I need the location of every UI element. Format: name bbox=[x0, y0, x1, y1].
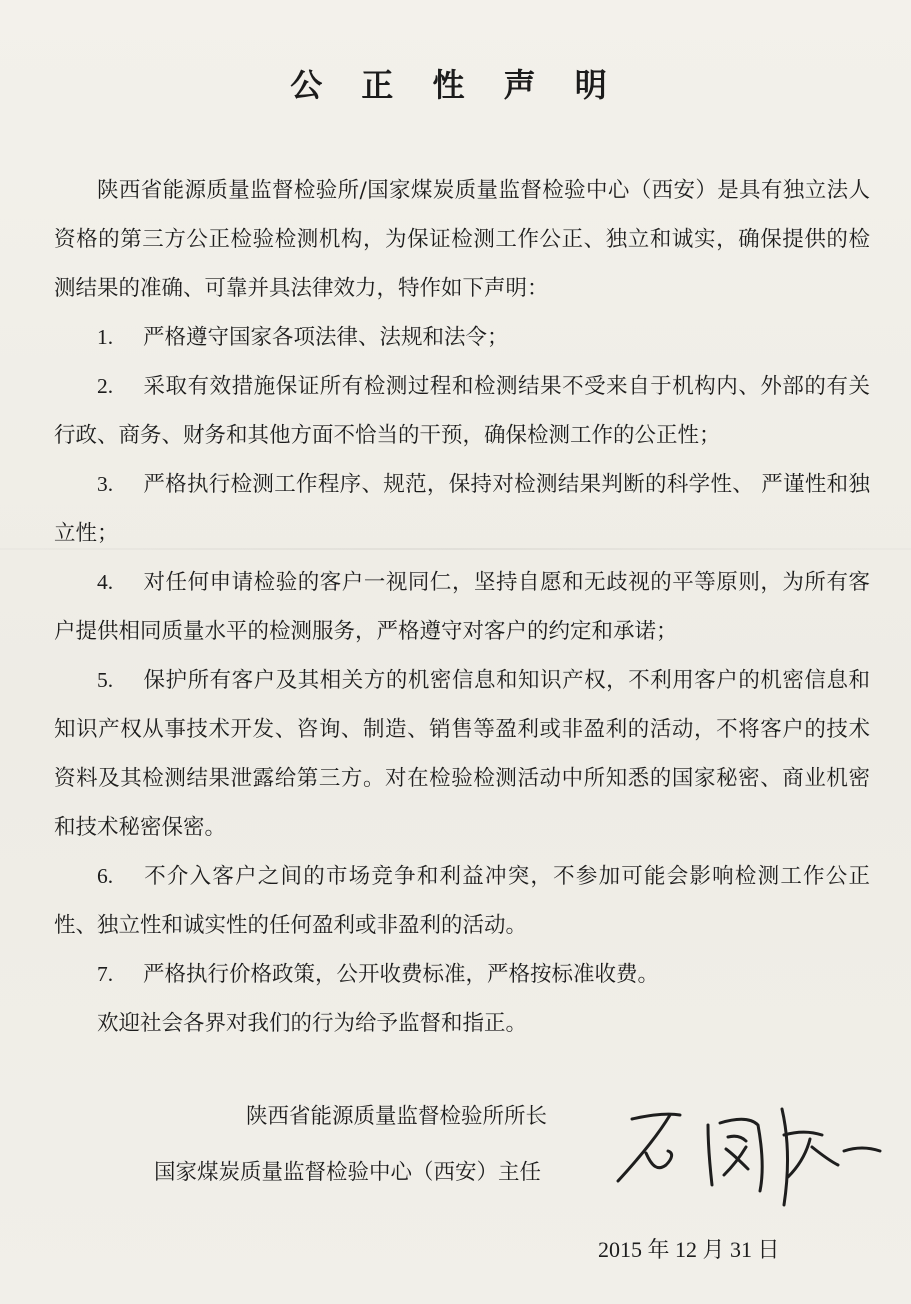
item-text: 保护所有客户及其相关方的机密信息和知识产权，不利用客户的机密信息和知识产权从事技术开发、咨询、制造、销售等盈利或非盈利的活动，不将客户的技术资料及其检测结果泄露给第三方。对在检验检测活动中所知悉的国家秘密、商业机密和技术秘密保密。 bbox=[54, 668, 870, 840]
item-text: 不介入客户之间的市场竞争和利益冲突，不参加可能会影响检测工作公正性、独立性和诚实性的任何盈利或非盈利的活动。 bbox=[54, 864, 870, 938]
item-number: 6. bbox=[97, 864, 114, 888]
list-item bbox=[54, 656, 870, 852]
handwritten-signature-icon bbox=[600, 1095, 890, 1215]
item-text: 对任何申请检验的客户一视同仁，坚持自愿和无歧视的平等原则，为所有客户提供相同质量水平的检测服务，严格遵守对客户的约定和承诺； bbox=[54, 570, 870, 644]
item-number: 2. bbox=[97, 374, 114, 398]
list-item bbox=[54, 852, 870, 950]
item-text: 严格执行检测工作程序、规范，保持对检测结果判断的科学性、 严谨性和独立性； bbox=[54, 472, 870, 546]
signatory-title-1: 陕西省能源质量监督检验所所长 bbox=[246, 1104, 548, 1129]
signatory-title-2: 国家煤炭质量监督检验中心（西安）主任 bbox=[154, 1160, 542, 1185]
page-title: 公 正 性 声 明 bbox=[290, 66, 621, 104]
list-item bbox=[54, 950, 870, 999]
closing-paragraph: 欢迎社会各界对我们的行为给予监督和指正。 bbox=[97, 1011, 528, 1036]
item-text: 采取有效措施保证所有检测过程和检测结果不受来自于机构内、外部的有关行政、商务、财务和其他方面不恰当的干预，确保检测工作的公正性； bbox=[54, 374, 870, 448]
list-item bbox=[54, 313, 870, 362]
list-item bbox=[54, 558, 870, 656]
item-text: 严格执行价格政策，公开收费标准，严格按标准收费。 bbox=[143, 962, 660, 987]
item-number: 3. bbox=[97, 472, 114, 496]
item-number: 5. bbox=[97, 668, 114, 692]
item-number: 1. bbox=[97, 325, 114, 349]
item-number: 4. bbox=[97, 570, 114, 594]
item-number: 7. bbox=[97, 962, 114, 986]
list-item bbox=[54, 362, 870, 460]
statement-body bbox=[54, 166, 870, 1048]
item-text: 严格遵守国家各项法律、法规和法令； bbox=[143, 325, 509, 350]
intro-paragraph: 陕西省能源质量监督检验所/国家煤炭质量监督检验中心（西安）是具有独立法人资格的第三方公正检验检测机构，为保证检测工作公正、独立和诚实，确保提供的检测结果的准确、可靠并具法律效力，特作如下声明： bbox=[54, 178, 870, 301]
list-item bbox=[54, 460, 870, 558]
document-date: 2015 年 12 月 31 日 bbox=[598, 1237, 780, 1262]
